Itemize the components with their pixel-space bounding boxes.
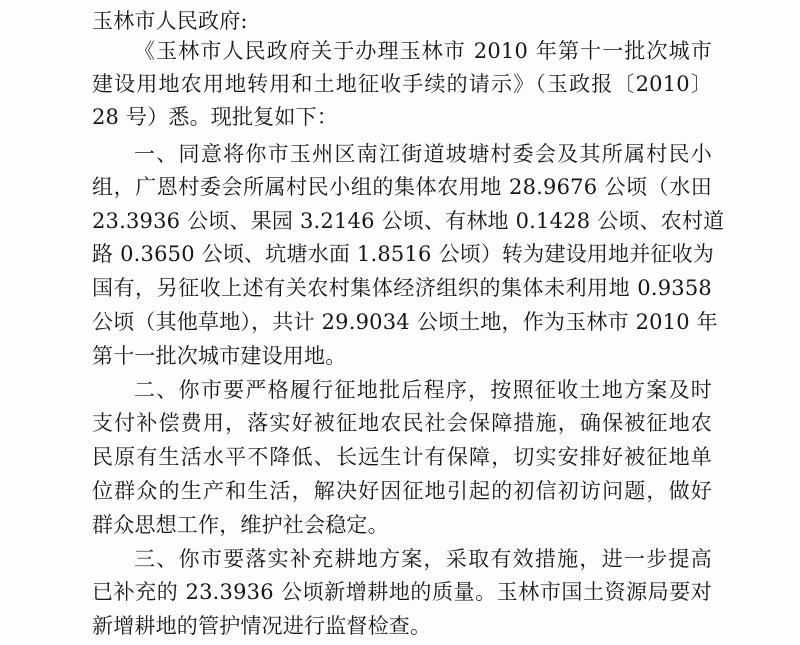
paragraph-line: 第十一批次城市建设用地。 (92, 344, 347, 368)
paragraph-line: 公顷（其他草地），共计 29.9034 公顷土地，作为玉林市 2010 年 (92, 310, 718, 334)
paragraph-line: 建设用地农用地转用和土地征收手续的请示》（玉政报〔2010〕 (92, 72, 712, 96)
paragraph-line: 已补充的 23.3936 公顷新增耕地的质量。玉林市国土资源局要对 (92, 580, 712, 604)
paragraph-line: 支付补偿费用，落实好被征地农民社会保障措施，确保被征地农 (92, 411, 712, 435)
paragraph-line: 路 0.3650 公顷、坑塘水面 1.8516 公顷）转为建设用地并征收为 (92, 242, 715, 266)
paragraph-line: 23.3936 公顷、果园 3.2146 公顷、有林地 0.1428 公顷、农村道 (92, 209, 725, 233)
paragraph-line: 位群众的生产和生活，解决好因征地引起的初信初访问题，做好 (92, 479, 712, 503)
paragraph-line: 群众思想工作，维护社会稳定。 (92, 513, 389, 537)
paragraph-line: 一、同意将你市玉州区南江街道坡塘村委会及其所属村民小 (134, 142, 712, 166)
paragraph-line: 国有，另征收上述有关农村集体经济组织的集体未利用地 0.9358 (92, 276, 712, 300)
paragraph-line: 二、你市要严格履行征地批后程序，按照征收土地方案及时 (134, 378, 712, 402)
paragraph-line: 新增耕地的管护情况进行监督检查。 (92, 614, 432, 638)
paragraph-line: 三、你市要落实补充耕地方案，采取有效措施，进一步提高 (134, 547, 712, 571)
paragraph-line: 民原有生活水平不降低、长远生计有保障，切实安排好被征地单 (92, 445, 712, 469)
paragraph-line: 《玉林市人民政府关于办理玉林市 2010 年第十一批次城市 (134, 39, 712, 63)
addressee: 玉林市人民政府: (92, 9, 248, 33)
paragraph-line: 28 号）悉。现批复如下： (92, 105, 338, 129)
paragraph-line: 组，广恩村委会所属村民小组的集体农用地 28.9676 公顷（水田 (92, 175, 712, 199)
